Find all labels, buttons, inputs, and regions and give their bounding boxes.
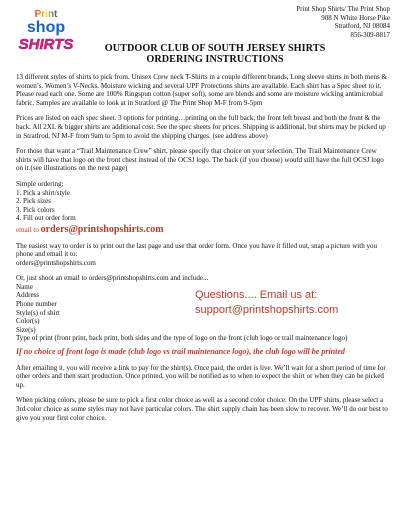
simple-ordering-list bbox=[16, 180, 390, 223]
document-titles bbox=[0, 43, 400, 65]
simple-ordering-heading: Simple ordering: bbox=[16, 179, 64, 188]
step-item: 3. Pick colors bbox=[16, 205, 55, 214]
order-info-section bbox=[16, 274, 390, 343]
document-subtitle: ORDERING INSTRUCTIONS bbox=[146, 54, 284, 65]
svg-text:SHIRTS: SHIRTS bbox=[18, 36, 74, 53]
document-body bbox=[16, 73, 390, 429]
paragraph-trail-crew: For those that want a “Trail Maintenance Crew” shirt, please specify that choice on your selection. The Trail Maintenance Crew shirts will have that logo on the front chest instead of the OCSJ logo. The back (if you choose) would still have the full OCSJ logo on it.(see illustrations on the next page) bbox=[16, 147, 384, 173]
step-item: 1. Pick a shirt/style bbox=[16, 188, 71, 197]
info-item-print-type: Type of print (front print, back print, both sides and the type of logo on the front (club logo or trail maintenance logo) bbox=[16, 334, 348, 343]
orders-email-text[interactable]: orders@printshopshirts.com bbox=[16, 258, 96, 267]
paragraph-easiest-way bbox=[16, 242, 390, 268]
info-item: Size(s) bbox=[16, 325, 36, 334]
info-item: Phone number bbox=[16, 300, 57, 309]
orders-email-link[interactable]: orders@printshopshirts.com bbox=[40, 223, 164, 235]
paragraph-shirt-styles: 13 different styles of shirts to pick from. Unisex Crew neck T-Shirts in a couple different brands, Long sleeve shirts in both mens & women’s. Women’s V-Necks. Moisture wicking and several UPF Protections shirts are available. Each shirt has a Spec sheet to it. Please read each one. Some are 100% Ringspun cotton (super soft), some are blends and some are moisture wicking antimicrobial fabric. Samples are available to look at in Stratford @ The Print Shop M-F from 9-5pm bbox=[16, 73, 388, 107]
email-prefix: email to bbox=[16, 225, 39, 234]
paragraph-prices: Prices are listed on each spec sheet. 3 options for printing…printing on the full back, the front left breast and both the front & the back. All 2XL & bigger shirts are additional cost. See the spec sheets for prices. Shipping is additional, but shirts may be picked up in Stratfrod, NJ M-F from 9am to 5pm to avoid the shipping charges. (see address above) bbox=[16, 114, 386, 140]
support-email-link[interactable]: support@printshopshirts.com bbox=[195, 303, 339, 316]
paragraph-after-email: After emailing it, you will receive a link to pay for the shirt(s). Once paid, the order is live. We’ll wait for a short period of time for other orders and then start production. Once printed, you will be notified as to when to expect the shirt or when they can be picked up. bbox=[16, 363, 386, 389]
info-item: Name bbox=[16, 282, 33, 291]
logo-warning: If no choice of front logo is made (club logo vs trail maintenance logo), the club logo will be printed bbox=[16, 347, 345, 357]
info-item: Color(s) bbox=[16, 317, 40, 326]
email-to-line bbox=[16, 223, 390, 235]
info-item: Address bbox=[16, 291, 40, 300]
step-item: 4. Fill out order form bbox=[16, 214, 76, 223]
phone-number: 856-309-8817 bbox=[350, 30, 390, 39]
shop-address bbox=[296, 5, 390, 39]
easiest-way-text: The easiest way to order is to print out the last page and use that order form. Once you have it filled out, snap a picture with you phone and email it to: bbox=[16, 241, 378, 259]
info-item: Style(s) of shirt bbox=[16, 308, 60, 317]
paragraph-shoot-email: Or, just shoot an email to orders@printshopshirts.com and include... bbox=[16, 274, 209, 283]
address-line: Print Shop Shirts/ The Print Shop bbox=[296, 5, 390, 13]
svg-text:shop: shop bbox=[26, 19, 66, 36]
callout-questions: Questions.... Email us at: bbox=[195, 289, 318, 302]
document-title: OUTDOOR CLUB OF SOUTH JERSEY SHIRTS bbox=[104, 43, 326, 54]
questions-callout bbox=[195, 288, 338, 317]
svg-text:Print: Print bbox=[34, 9, 58, 20]
address-line: 908 N White Horse Pike bbox=[321, 13, 390, 22]
address-line: Stratford, NJ 08084 bbox=[334, 22, 390, 31]
step-item: 2. Pick sizes bbox=[16, 197, 52, 206]
paragraph-colors: When picking colors, please be sure to pick a first color choice as well as a second color choice. On the UPF shirts, please select a 3rd color choice as some styles may not have particular colors. The shirt supply chain has been slow to recover. We’ll do our best to give you your first color choice. bbox=[16, 396, 388, 422]
